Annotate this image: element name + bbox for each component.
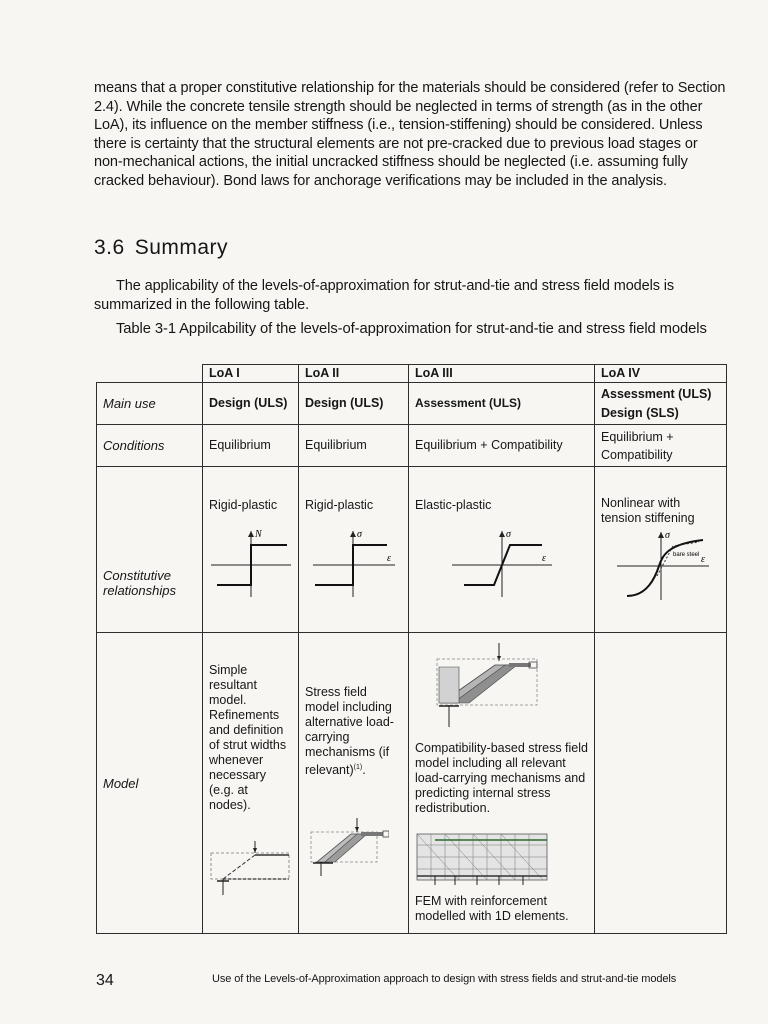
page-number: 34 [96,972,114,989]
constitutive-loa-4 [595,466,727,632]
constitutive-loa-3-text: Elastic-plastic [415,497,492,512]
model-loa-2-body: Stress field model including alternative load-carrying mechanisms (if relevant) [305,685,394,778]
model-loa-2-text [305,685,402,778]
constitutive-loa-3 [409,466,595,632]
model-loa-4 [595,632,727,933]
stress-field-sketch [305,814,389,880]
axis-n-label: N [254,528,262,540]
main-use-loa-3: Assessment (ULS) [409,383,595,425]
conditions-loa-3: Equilibrium + Compatibility [409,425,595,466]
column-header-loa-1: LoA I [203,365,299,383]
row-label-constitutive: Constitutive relationships [97,466,203,632]
footnote-marker: (1) [353,764,363,772]
table-corner [97,365,203,383]
section-title: Summary [134,236,229,259]
bare-steel-label: bare steel [672,552,699,559]
model-loa-3 [409,632,595,933]
row-label-main-use: Main use [97,383,203,425]
loa-applicability-table [96,364,727,934]
nonlinear-stress-chart [613,528,709,602]
table-header-row [97,365,727,383]
rigid-plastic-n-chart [211,527,291,601]
table-row-main-use [97,383,727,425]
model-loa-1 [203,632,299,933]
footer-title: Use of the Levels-of-Approximation approach to design with stress fields and strut-and-tie models [212,973,677,985]
strut-and-tie-sketch [209,839,293,903]
axis-sigma-label: σ [505,528,511,540]
model-loa-3-fem-text: FEM with reinforcement modelled with 1D elements. [415,894,569,924]
main-use-loa-1: Design (ULS) [203,383,299,425]
constitutive-loa-2-text: Rigid-plastic [305,497,374,512]
section-heading [94,236,228,260]
model-loa-2 [299,632,409,933]
intro-paragraph: means that a proper constitutive relationship for the materials should be considered (refer to Section 2.4). While the concrete tensile strength should be neglected in terms of strength (as in the other LoA), its influence on the member stiffness (i.e., tension-stiffening) should be considered. Unless there is certainty that the structural elements are not pre-cracked due to previous load stages or non-mechanical actions, the initial uncracked stiffness should be neglected (i.e. assuming fully cracked behaviour). Bond laws for anchorage verifications may be included in the analysis. [94,80,726,189]
table-caption: Table 3-1 Appilcability of the levels-of-approximation for strut-and-tie and stress field models [116,321,707,337]
table-row-conditions [97,425,727,466]
compatibility-stress-field-sketch [425,643,541,729]
column-header-loa-2: LoA II [299,365,409,383]
conditions-loa-1: Equilibrium [203,425,299,466]
model-loa-3-text: Compatibility-based stress field model including all relevant load-carrying mechanisms and predicting internal stress redistribution. [415,741,588,816]
main-use-loa-4-line-1: Assessment (ULS) [601,386,712,401]
column-header-loa-4: LoA IV [595,365,727,383]
section-number: 3.6 [94,236,125,259]
main-use-loa-2: Design (ULS) [299,383,409,425]
constitutive-loa-1 [203,466,299,632]
constitutive-loa-2 [299,466,409,632]
axis-sigma-label: σ [356,528,362,540]
elastic-plastic-stress-chart [452,527,552,601]
main-use-loa-4-line-2: Design (SLS) [601,405,679,420]
axis-epsilon-label: ε [700,554,705,566]
fem-mesh-sketch [415,830,549,886]
summary-paragraph: The applicability of the levels-of-approximation for strut-and-tie and stress field models is summarized in the following table. [94,278,675,313]
constitutive-loa-4-text: Nonlinear with tension stiffening [601,496,695,526]
conditions-loa-2: Equilibrium [299,425,409,466]
axis-sigma-label: σ [664,530,670,542]
main-use-loa-4 [595,383,727,425]
row-label-model: Model [97,632,203,933]
rigid-plastic-stress-chart [313,527,395,601]
column-header-loa-3: LoA III [409,365,595,383]
model-loa-2-end: . [362,763,366,778]
constitutive-loa-1-text: Rigid-plastic [209,497,278,512]
row-label-conditions: Conditions [97,425,203,466]
conditions-loa-4: Equilibrium + Compatibility [595,425,727,466]
axis-epsilon-label: ε [541,552,546,564]
model-loa-1-text: Simple resultant model. Refinements and definition of strut widths whenever necessary (e.g. at nodes). [209,662,287,812]
table-row-model [97,632,727,933]
table-row-constitutive [97,466,727,632]
axis-epsilon-label: ε [386,552,391,564]
